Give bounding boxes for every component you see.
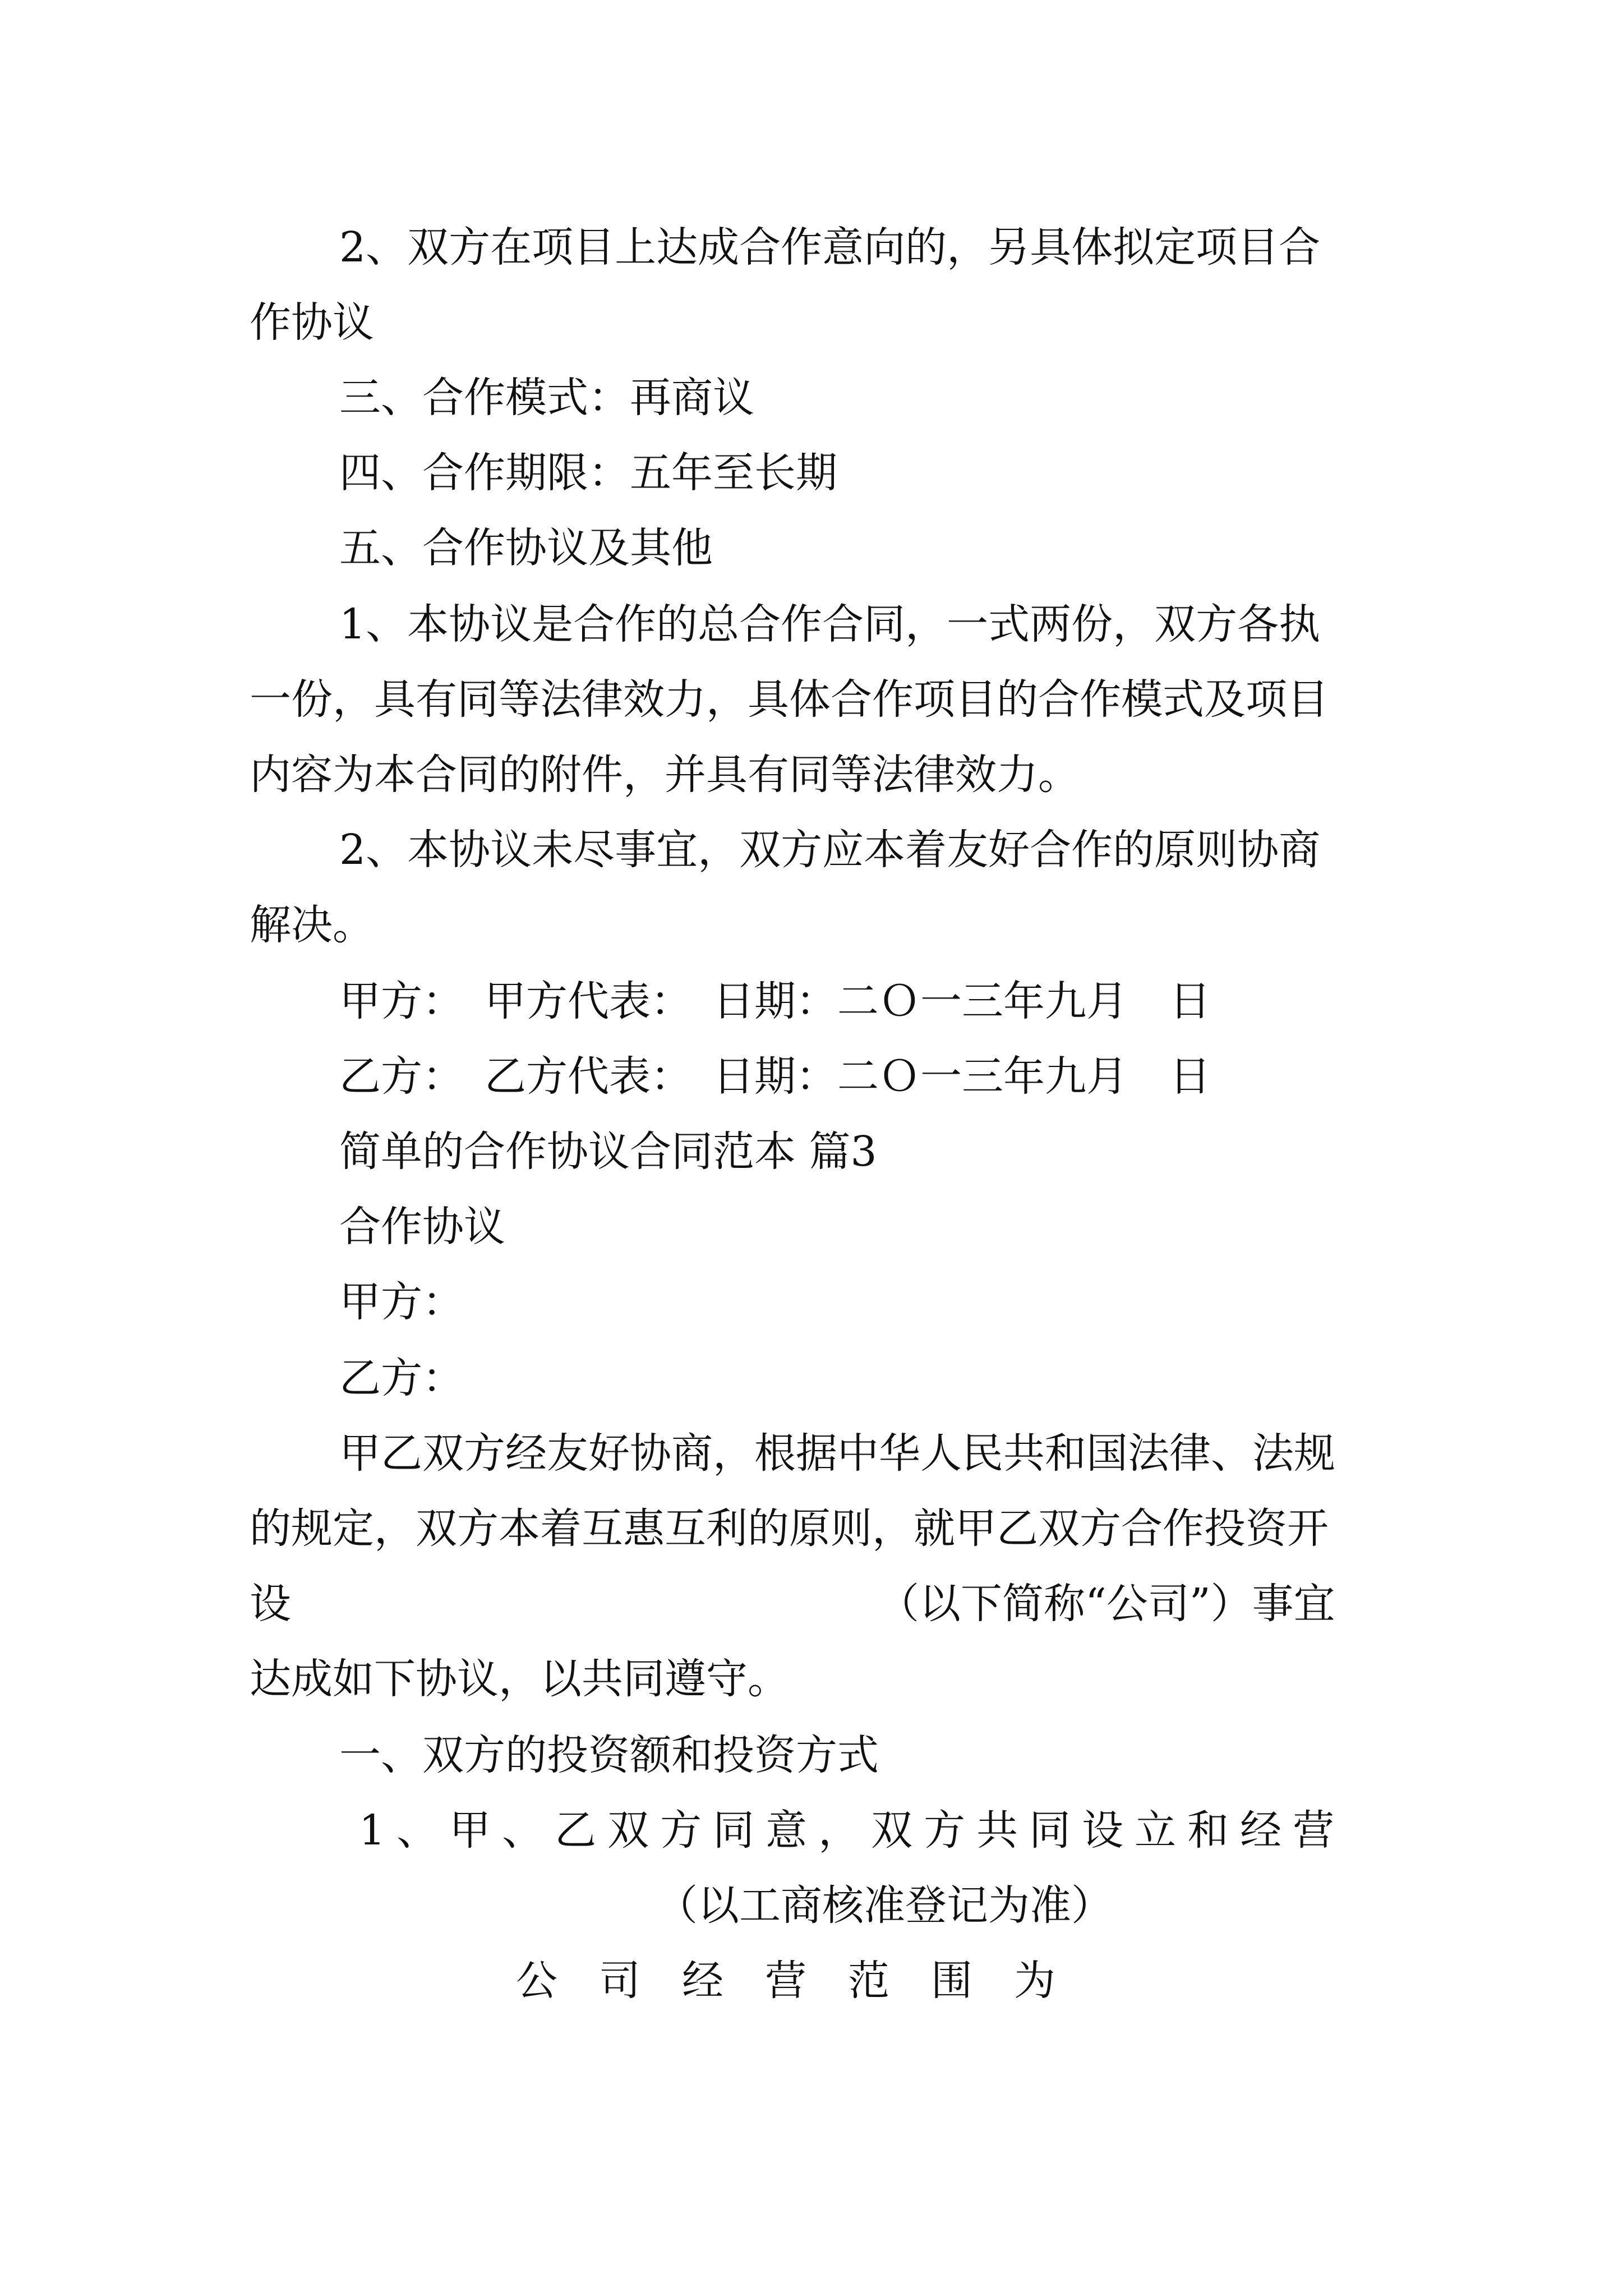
paragraph-line: 作协议 [250, 298, 374, 347]
paragraph-line: 一份，具有同等法律效力，具体合作项目的合作模式及项目 [250, 675, 1329, 724]
paragraph-line: 内容为本合同的附件，并具有同等法律效力。 [250, 751, 1080, 799]
paragraph-line: （以下简称“公司”）事宜 [878, 1580, 1335, 1628]
paragraph-line: 1、本协议是合作的总合作合同，一式两份，双方各执 [339, 600, 1321, 648]
party-b-label: 乙方： [339, 1354, 464, 1402]
paragraph-line: 甲乙双方经友好协商，根据中华人民共和国法律、法规 [339, 1429, 1335, 1478]
paragraph-line: 的规定，双方本着互惠互利的原则，就甲乙双方合作投资开 [250, 1504, 1329, 1553]
section-heading: 三、合作模式：再商议 [339, 374, 754, 422]
signature-line-party-a: 甲方： 甲方代表： 日期：二Ｏ一三年九月 日 [339, 977, 1211, 1025]
section-heading: 五、合作协议及其他 [339, 524, 713, 572]
paragraph-line: 公 司 经 营 范 围 为 [516, 1957, 1055, 2005]
signature-line-party-b: 乙方： 乙方代表： 日期：二Ｏ一三年九月 日 [339, 1052, 1211, 1101]
paragraph-line: 2、本协议未尽事宜，双方应本着友好合作的原则协商 [339, 826, 1321, 874]
paragraph-line: 解决。 [250, 901, 374, 949]
paragraph-line: 2、双方在项目上达成合作意向的，另具体拟定项目合 [339, 223, 1321, 272]
paragraph-line: （以工商核准登记为准） [656, 1881, 1113, 1930]
party-a-label: 甲方： [339, 1278, 464, 1326]
section-heading: 一、双方的投资额和投资方式 [339, 1731, 879, 1779]
paragraph-line: 1、甲、乙双方同意，双方共同设立和经营 [359, 1806, 1346, 1855]
paragraph-line: 设 [250, 1580, 291, 1628]
paragraph-line: 达成如下协议，以共同遵守。 [250, 1655, 789, 1703]
section-heading: 四、合作期限：五年至长期 [339, 449, 837, 497]
agreement-heading: 合作协议 [339, 1203, 505, 1251]
article-title: 简单的合作协议合同范本 篇3 [339, 1128, 877, 1176]
